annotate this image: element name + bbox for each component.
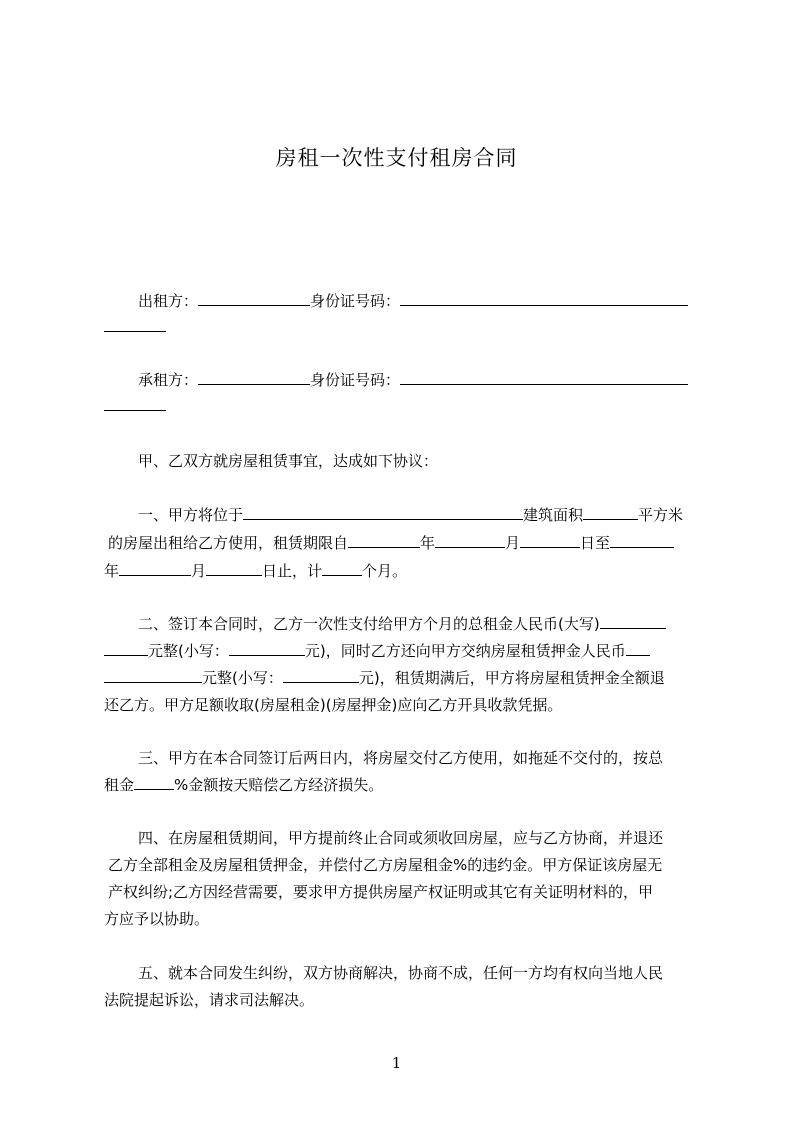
clause1-text-a: 一、甲方将位于 [138, 506, 244, 524]
clause3-line2 [104, 774, 704, 796]
clause1-line2 [104, 532, 708, 554]
clause1-line3 [104, 560, 704, 582]
lessee-line-cont [104, 395, 704, 417]
lessee-label: 承租方： [138, 371, 199, 389]
clause1-text-f: 月 [505, 534, 521, 552]
clause4-line3: 产权纠纷;乙方因经营需要，要求甲方提供房屋产权证明或其它有关证明材料的，甲 [108, 883, 654, 901]
lessee-name-blank[interactable] [198, 370, 310, 385]
lessor-label: 出租方： [138, 292, 199, 310]
clause2-line4: 还乙方。甲方足额收取(房屋租金)(房屋押金)应向乙方开具收款凭据。 [104, 696, 563, 714]
clause4-line1: 四、在房屋租赁期间，甲方提前终止合同或须收回房屋，应与乙方协商，并退还 [138, 829, 664, 847]
clause4-line4: 方应予以协助。 [104, 910, 210, 928]
lessee-line [104, 369, 738, 391]
clause1-text-d: 的房屋出租给乙方使用，租赁期限自 [108, 534, 349, 552]
rent-lower-blank[interactable] [229, 641, 305, 656]
clause1-text-b: 建筑面积 [523, 506, 584, 524]
clause2-line2 [104, 640, 704, 662]
end-day-blank[interactable] [206, 561, 262, 576]
deposit-lower-blank[interactable] [283, 668, 359, 683]
lessor-line-cont [104, 316, 704, 338]
clause2-line1 [104, 613, 738, 635]
clause1-text-h: 年 [104, 562, 120, 580]
start-year-blank[interactable] [348, 533, 420, 548]
clause5-line1: 五、就本合同发生纠纷，双方协商解决，协商不成，任何一方均有权向当地人民 [138, 964, 664, 982]
page-number: 1 [391, 1054, 402, 1072]
clause3-line1: 三、甲方在本合同签订后两日内，将房屋交付乙方使用，如拖延不交付的，按总 [138, 749, 664, 767]
deposit-upper-blank-cont[interactable] [104, 668, 202, 683]
clause2-text-e: 元)，租赁期满后，甲方将房屋租赁押金全额退 [358, 669, 665, 687]
clause4-line2: 乙方全部租金及房屋租赁押金，并偿付乙方房屋租金%的违约金。甲方保证该房屋无 [108, 856, 663, 874]
rent-upper-blank[interactable] [600, 614, 666, 629]
lessee-id-blank[interactable] [400, 370, 688, 385]
clause1-text-j: 日止，计 [262, 562, 323, 580]
penalty-percent-blank[interactable] [134, 775, 174, 790]
lessee-id-blank-cont[interactable] [104, 396, 166, 411]
lessor-id-blank-cont[interactable] [104, 317, 166, 332]
clause3-text-b: 租金 [104, 776, 135, 794]
start-day-blank[interactable] [520, 533, 580, 548]
intro-text: 甲、乙双方就房屋租赁事宜，达成如下协议： [138, 452, 439, 470]
clause1-text-g: 日至 [580, 534, 611, 552]
clause1-text-e: 年 [420, 534, 436, 552]
lessor-id-label: 身份证号码： [310, 292, 401, 310]
rent-upper-blank-cont[interactable] [104, 641, 148, 656]
end-year-blank[interactable] [610, 533, 674, 548]
page-title: 房租一次性支付租房合同 [275, 146, 518, 170]
lessor-name-blank[interactable] [198, 291, 310, 306]
area-blank[interactable] [583, 505, 638, 520]
clause2-text-b: 元整(小写： [148, 642, 229, 660]
clause1-text-i: 月 [191, 562, 207, 580]
clause3-text-c: %金额按天赔偿乙方经济损失。 [174, 776, 384, 794]
end-month-blank[interactable] [119, 561, 191, 576]
months-blank[interactable] [322, 561, 362, 576]
lessor-id-blank[interactable] [400, 291, 688, 306]
clause5-line2: 法院提起诉讼，请求司法解决。 [104, 991, 315, 1009]
clause2-line3 [104, 667, 704, 689]
clause1-text-k: 个月。 [362, 562, 408, 580]
lessor-line [104, 290, 738, 312]
start-month-blank[interactable] [435, 533, 505, 548]
clause2-text-a: 二、签订本合同时，乙方一次性支付给甲方个月的总租金人民币(大写) [138, 615, 600, 633]
lessee-id-label: 身份证号码： [310, 371, 401, 389]
clause1-text-c: 平方米 [638, 506, 684, 524]
clause1-line1 [104, 504, 738, 526]
clause2-text-d: 元整(小写： [202, 669, 283, 687]
clause2-text-c: 元)，同时乙方还向甲方交纳房屋租赁押金人民币 [304, 642, 626, 660]
address-blank[interactable] [243, 505, 523, 520]
deposit-upper-blank[interactable] [626, 641, 650, 656]
